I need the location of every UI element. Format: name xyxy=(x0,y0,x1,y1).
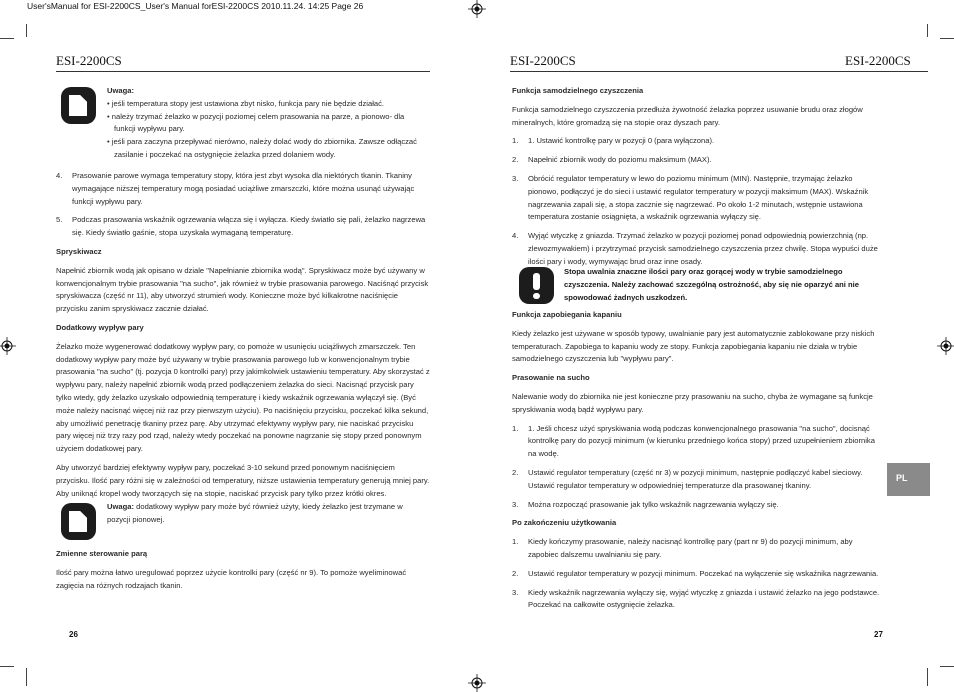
list-text: Ustawić regulator temperatury (część nr 3) w pozycji minimum, następnie podłączyć kabel sieciowy. Ustawić regulator temperatury w odpowiedniej temperaturze dla prasowanej tkaniny. xyxy=(528,467,863,490)
list-item xyxy=(512,467,882,493)
list-text: 1. Jeśli chcesz użyć spryskiwania wodą podczas konwencjonalnego prasowania "na sucho", docisnąć kontrolkę pary do pozycji minimum (w kierunku przedniego końca stopy) przed uzupełnieniem zbiornika na wodę. xyxy=(528,423,875,459)
registration-mark-icon xyxy=(468,674,486,692)
section-heading: Prasowanie na sucho xyxy=(512,373,590,383)
note-icon xyxy=(61,503,96,540)
note-bullet: • należy trzymać żelazko w pozycji poziomej celem prasowania na parze, a pionowo- dla funkcji wypływu pary. xyxy=(107,111,405,134)
list-item xyxy=(56,214,430,240)
list-number: 3. xyxy=(512,587,519,597)
note-bullet: • jeśli para zaczyna przepływać nierówno, należy dolać wody do zbiornika. Zawsze odłączać zasilanie i poczekać na ostygnięcie żelazka przed dolaniem wody. xyxy=(107,137,417,159)
paragraph: Ilość pary można łatwo uregulować poprzez użycie kontrolki pary (część nr 9). To pomoże wyeliminować zagięcia na różnych rodzajach tkanin. xyxy=(56,567,407,590)
warning-icon xyxy=(519,267,554,304)
page-title: ESI-2200CS xyxy=(510,53,576,68)
list-item xyxy=(512,423,882,461)
title-rule xyxy=(56,71,430,72)
section-heading: Po zakończeniu użytkowania xyxy=(512,518,617,528)
list-number: 2. xyxy=(512,467,519,477)
section-heading: Spryskiwacz xyxy=(56,246,102,256)
crop-mark xyxy=(26,24,27,37)
title-rule xyxy=(510,71,928,72)
list-item xyxy=(512,499,882,512)
crop-mark xyxy=(927,668,928,686)
crop-mark xyxy=(0,38,14,39)
registration-mark-icon xyxy=(937,337,954,355)
list-item xyxy=(512,536,882,562)
list-text: Wyjąć wtyczkę z gniazda. Trzymać żelazko w pozycji poziomej ponad odpowiednią powierzchnią (np. zlewozmywakiem) i przytrzymać przycisk samodzielnego czyszczenia przez chwilę. Stopa wypuści duże ilości pary i wody, wymywając brud oraz inne osady. xyxy=(528,231,878,266)
left-body xyxy=(56,170,430,506)
paragraph: Kiedy żelazko jest używane w sposób typowy, uwalnianie pary jest automatycznie zablokowane przy niskich temperaturach. Zapobiega to kapaniu wody ze stopy. Funkcja zapobiegania kapaniu nie działa w trybie samodzielnego czyszczenia lub "wypływu pary". xyxy=(512,328,875,364)
list-text: Kiedy kończymy prasowanie, należy nacisnąć kontrolkę pary (part nr 9) do pozycji minimum, aby zapobiec dalszemu uwalnianiu się pary. xyxy=(528,537,853,559)
list-text: Obrócić regulator temperatury w lewo do poziomu minimum (MIN). Następnie, trzymając żelazko pionowo, podłączyć je do sieci i ustawić regulator temperatury w pozycji maksimum (MAX). Wskaźnik nagrzewania zapali się, a stopa zacznie się nagrzewać. Po około 1-2 minutach, wstępnie ustawiona temperatura zostanie osiągnięta, a wskaźnik ogrzewania wyłączy się. xyxy=(528,173,869,222)
list-text: Kiedy wskaźnik nagrzewania wyłączy się, wyjąć wtyczkę z gniazda i ustawić żelazko na jego podstawce. Poczekać na całkowite ostygnięcie żelazka. xyxy=(528,587,880,610)
list-text: Można rozpocząć prasowanie jak tylko wskaźnik nagrzewania wyłączy się. xyxy=(528,499,779,509)
registration-mark-icon xyxy=(468,0,486,18)
warning-text: Stopa uwalnia znaczne ilości pary oraz gorącej wody w trybie samodzielnego czyszczenia. Należy zachować szczególną ostrożność, aby się nie oparzyć ani nie spowodować żadnych uszkodzeń. xyxy=(564,267,860,302)
right-body xyxy=(512,85,882,275)
note-text: dodatkowy wypływ pary może być również użyty, kiedy żelazko jest trzymane w pozycji pionowej. xyxy=(107,502,403,524)
list-item xyxy=(56,170,430,208)
registration-mark-icon xyxy=(0,337,16,355)
paragraph: Nalewanie wody do zbiornika nie jest konieczne przy prasowaniu na sucho, chyba że wymagane są funkcje spryskiwania wodą bądź wypływu pary. xyxy=(512,391,873,414)
list-number: 3. xyxy=(512,499,519,509)
list-item xyxy=(512,173,882,224)
printer-header-line: User'sManual for ESI-2200CS_User's Manual forESI-2200CS 2010.11.24. 14:25 Page 26 xyxy=(27,1,364,11)
section-heading: Funkcja samodzielnego czyszczenia xyxy=(512,86,644,95)
list-item xyxy=(512,230,882,268)
list-text: Podczas prasowania wskaźnik ogrzewania włącza się i wyłącza. Kiedy światło się pali, żelazko nagrzewa się. Kiedy światło gaśnie, stopa uzyskała wymaganą temperaturę. xyxy=(72,215,426,238)
language-tab: PL xyxy=(887,463,930,496)
section-heading: Dodatkowy wypływ pary xyxy=(56,322,144,332)
paragraph: Funkcja samodzielnego czyszczenia przedłuża żywotność żelazka poprzez usuwanie brudu oraz złogów mineralnych, które gromadzą się na stopie oraz dyszach pary. xyxy=(512,104,863,127)
page-number: 26 xyxy=(69,630,78,639)
crop-mark xyxy=(927,24,928,37)
list-item xyxy=(512,568,882,581)
list-item xyxy=(512,154,882,167)
list-number: 1. xyxy=(512,423,519,433)
list-number: 4. xyxy=(56,171,63,180)
note-box xyxy=(107,85,427,162)
crop-mark xyxy=(940,666,954,667)
list-item xyxy=(512,587,882,613)
crop-mark xyxy=(0,666,14,667)
list-number: 2. xyxy=(512,155,519,165)
list-text: Napełnić zbiornik wody do poziomu maksimum (MAX). xyxy=(528,155,712,165)
list-number: 3. xyxy=(512,173,519,183)
note-box xyxy=(107,501,407,527)
note-icon xyxy=(61,87,96,124)
list-number: 1. xyxy=(512,136,519,146)
note-label: Uwaga: xyxy=(107,86,135,95)
list-text: Prasowanie parowe wymaga temperatury stopy, która jest zbyt wysoka dla niektórych tkanin. Tkaniny wymagające niższej temperatury mogą posiadać uciążliwe zmarszczki, które można usunąć używając funkcji wypływu pary. xyxy=(72,171,415,206)
crop-mark xyxy=(940,38,954,39)
page-title: ESI-2200CS xyxy=(845,53,911,68)
section-heading: Funkcja zapobiegania kapaniu xyxy=(512,310,622,319)
list-item xyxy=(512,135,882,148)
left-body-bottom xyxy=(56,548,430,598)
paragraph: Aby utworzyć bardziej efektywny wypływ pary, poczekać 3-10 sekund przed ponownym naciśnięciem przycisku. Ilość pary różni się w zależności od temperatury, niższe ustawienia temperatury generują mniej pary. Aby uniknąć kropel wody tworzących się na stopie, naciskać przycisk pary tylko przez krótki okres. xyxy=(56,462,430,498)
list-number: 5. xyxy=(56,215,63,225)
page-title: ESI-2200CS xyxy=(56,53,122,68)
list-number: 4. xyxy=(512,231,519,241)
paragraph: Napełnić zbiornik wodą jak opisano w dziale "Napełnianie zbiornika wodą". Spryskiwacz może być używany w konwencjonalnym trybie prasowania "na sucho", jak również w trybie prasowania parowego. Naciśnąć przycisk spryskiwacza (część nr 11), aby utworzyć strumień wody. Konieczne może być kilkakrotne naciśnięcie przycisku zanim spryskiwacz zacznie działać. xyxy=(56,265,429,314)
list-text: Ustawić regulator temperatury w pozycji minimum. Poczekać na wyłączenie się wskaźnika nagrzewania. xyxy=(528,568,879,578)
page-number: 27 xyxy=(874,630,883,639)
list-text: 1. Ustawić kontrolkę pary w pozycji 0 (para wyłączona). xyxy=(528,136,715,146)
note-bullet: • jeśli temperatura stopy jest ustawiona zbyt nisko, funkcja pary nie będzie działać. xyxy=(107,98,385,108)
paragraph: Żelazko może wygenerować dodatkowy wypływ pary, co pomoże w usunięciu uciążliwych zmarszczek. Ten dodatkowy wypływ pary może być używany w trybie prasowania parowego lub w konwencjonalnym trybie prasowania "na sucho" (tj. pozycja 0 kontrolki pary) przy jakimkolwiek ustawieniu temperatury. Aby skorzystać z wypływu pary, należy napełnić zbiornik wodą przed podłączeniem żelazka do sieci. Nacisnąć przycisk pary tylko wtedy, gdy żelazko uzyskało odpowiednią temperaturę i kiedy wskaźnik ogrzewania wyłączył się. (Być może należy nacisnąć więcej niż raz przy pierwszym użyciu). Po naciśnięciu przycisku, poczekać kilka sekund, aby umożliwić penetrację tkaniny przez parę. Aby utrzymać efektywny wypływ pary, nie naciskać przycisku pary więcej niż trzy razy pod rząd, należy wtedy poczekać na ponowne nagrzanie się stopy przed ponownym użyciem dodatkowej pary. xyxy=(56,341,430,454)
note-label: Uwaga: xyxy=(107,502,135,511)
list-number: 2. xyxy=(512,568,519,578)
crop-mark xyxy=(26,668,27,686)
list-number: 1. xyxy=(512,537,519,547)
right-body-2 xyxy=(512,309,882,618)
section-heading: Zmienne sterowanie parą xyxy=(56,549,148,558)
